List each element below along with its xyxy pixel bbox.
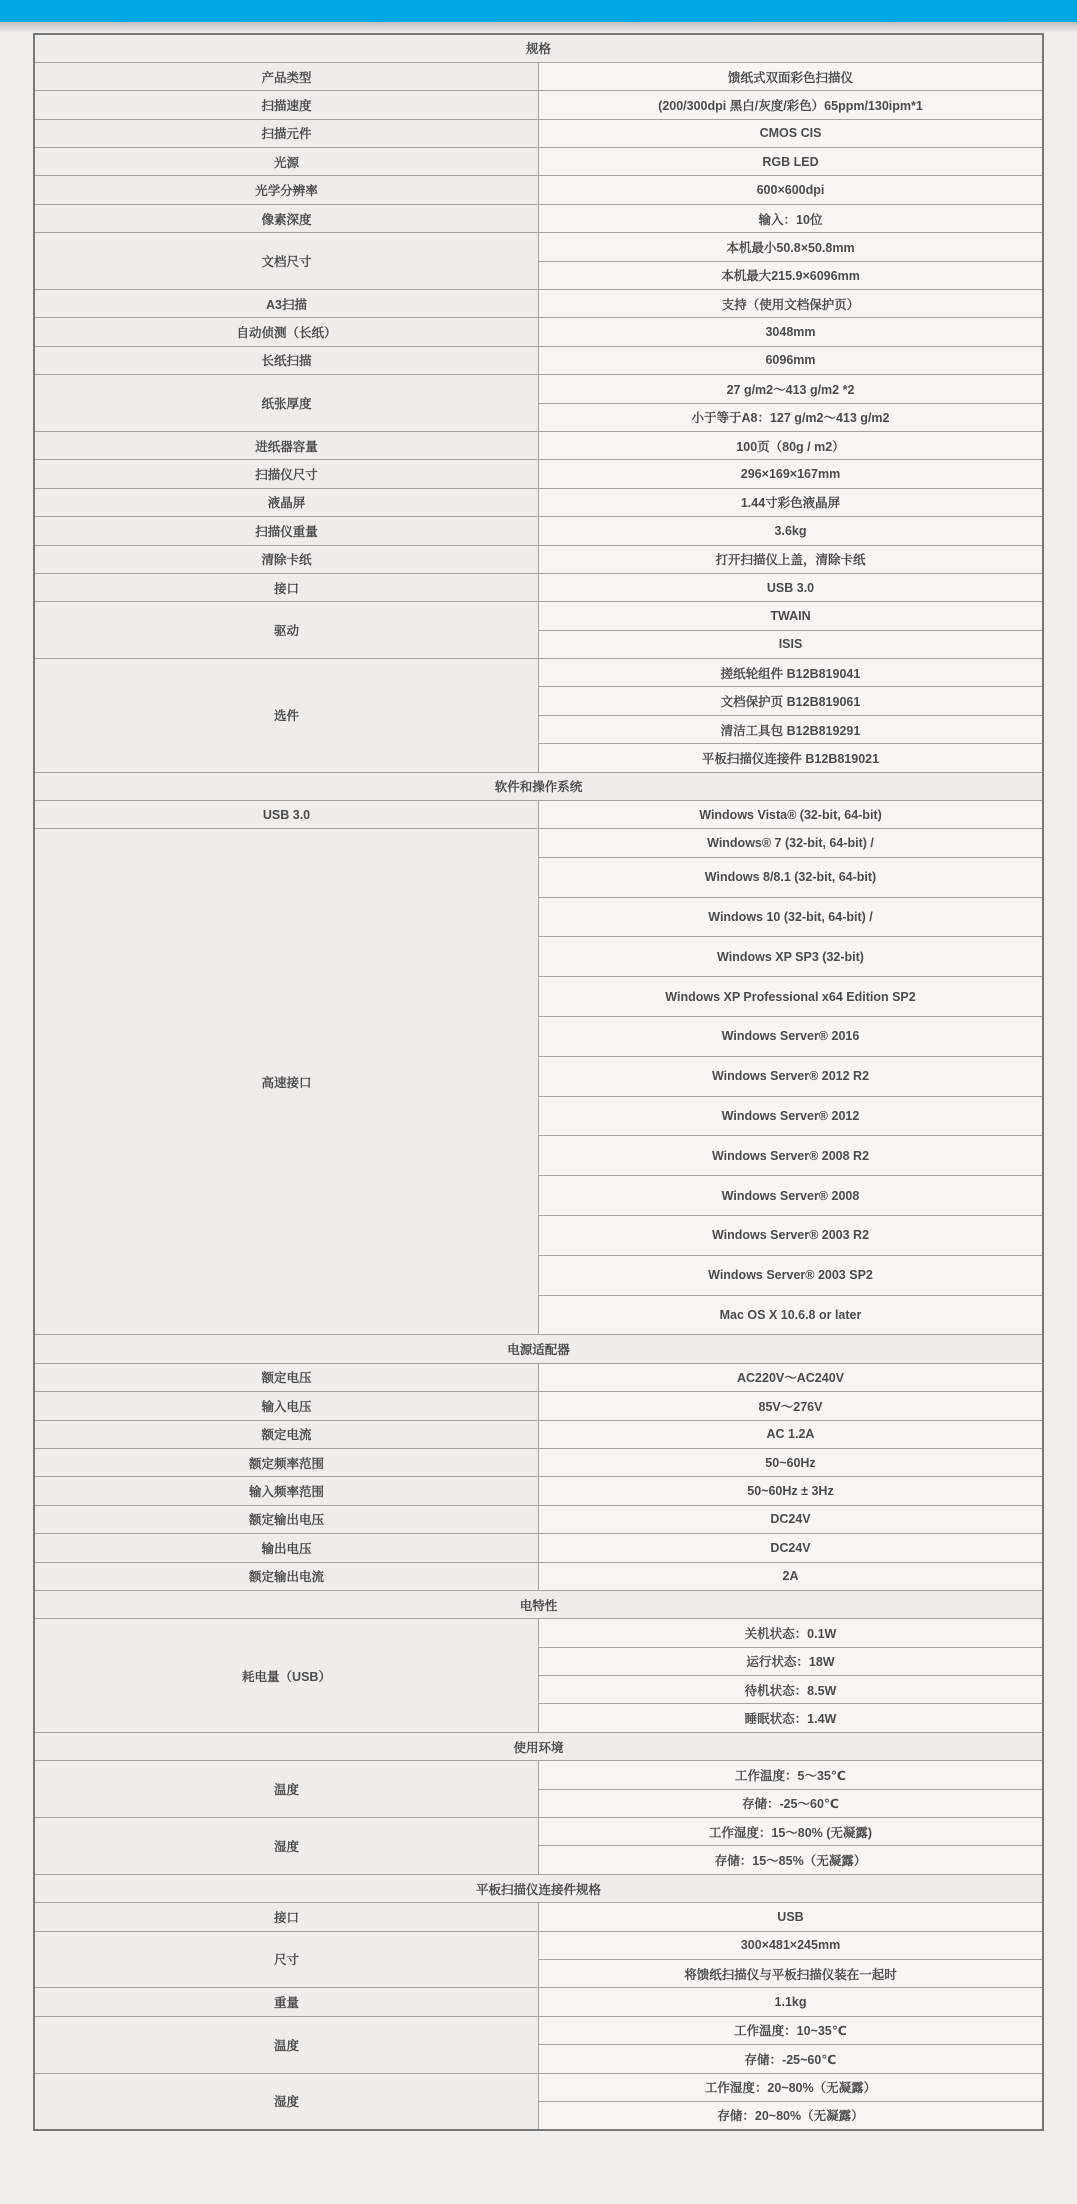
spec-label: 额定电压 xyxy=(34,1363,539,1391)
spec-value: 输入：10位 xyxy=(539,204,1044,232)
spec-value: 关机状态：0.1W xyxy=(539,1619,1044,1647)
spec-value: 1.44寸彩色液晶屏 xyxy=(539,488,1044,516)
spec-row xyxy=(34,1477,1043,1505)
spec-row xyxy=(34,2016,1043,2044)
section-title: 使用环境 xyxy=(34,1732,1043,1760)
spec-section-row xyxy=(34,1335,1043,1363)
spec-table xyxy=(33,33,1044,2131)
banner-shadow xyxy=(0,22,1077,33)
spec-value: ISIS xyxy=(539,630,1044,658)
spec-row xyxy=(34,1534,1043,1562)
spec-label: 光学分辨率 xyxy=(34,176,539,204)
spec-row xyxy=(34,545,1043,573)
spec-row xyxy=(34,1903,1043,1931)
spec-value: 6096mm xyxy=(539,346,1044,374)
spec-value: Windows Server® 2003 SP2 xyxy=(539,1255,1044,1295)
spec-value: Windows XP Professional x64 Edition SP2 xyxy=(539,977,1044,1017)
spec-value: 馈纸式双面彩色扫描仪 xyxy=(539,62,1044,90)
spec-row xyxy=(34,1363,1043,1391)
spec-label: 文档尺寸 xyxy=(34,233,539,290)
spec-label: 温度 xyxy=(34,2016,539,2073)
spec-value: Windows XP SP3 (32-bit) xyxy=(539,937,1044,977)
spec-label: USB 3.0 xyxy=(34,801,539,829)
spec-value: 1.1kg xyxy=(539,1988,1044,2016)
spec-row xyxy=(34,1562,1043,1590)
spec-section-row xyxy=(34,1732,1043,1760)
spec-value: 3048mm xyxy=(539,318,1044,346)
spec-row xyxy=(34,1392,1043,1420)
spec-label: 扫描仪重量 xyxy=(34,517,539,545)
spec-label: 扫描仪尺寸 xyxy=(34,460,539,488)
spec-value: 存储：15～85%（无凝露） xyxy=(539,1846,1044,1874)
spec-label: 扫描速度 xyxy=(34,91,539,119)
spec-value: 27 g/m2～413 g/m2 *2 xyxy=(539,375,1044,403)
spec-row xyxy=(34,602,1043,630)
spec-label: 光源 xyxy=(34,148,539,176)
spec-row xyxy=(34,290,1043,318)
spec-label: 选件 xyxy=(34,659,539,773)
spec-row xyxy=(34,488,1043,516)
spec-value: 本机最大215.9×6096mm xyxy=(539,261,1044,289)
spec-row xyxy=(34,346,1043,374)
spec-value: AC220V～AC240V xyxy=(539,1363,1044,1391)
spec-value: 睡眠状态：1.4W xyxy=(539,1704,1044,1732)
spec-row xyxy=(34,375,1043,403)
spec-row xyxy=(34,318,1043,346)
spec-row xyxy=(34,1448,1043,1476)
spec-value: 600×600dpi xyxy=(539,176,1044,204)
spec-label: 额定输出电压 xyxy=(34,1505,539,1533)
spec-value: Windows Server® 2012 xyxy=(539,1096,1044,1136)
spec-row xyxy=(34,1988,1043,2016)
section-title: 电特性 xyxy=(34,1590,1043,1618)
spec-value: Windows 10 (32-bit, 64-bit) / xyxy=(539,897,1044,937)
spec-row xyxy=(34,2073,1043,2101)
spec-label: 纸张厚度 xyxy=(34,375,539,432)
spec-value: 存储：-25~60℃ xyxy=(539,2045,1044,2073)
spec-value: Windows 8/8.1 (32-bit, 64-bit) xyxy=(539,857,1044,897)
spec-label: 耗电量（USB） xyxy=(34,1619,539,1733)
spec-value: 工作湿度：15～80% (无凝露) xyxy=(539,1818,1044,1846)
top-banner xyxy=(0,0,1077,22)
spec-row xyxy=(34,829,1043,857)
spec-table-body xyxy=(34,34,1043,2130)
spec-value: TWAIN xyxy=(539,602,1044,630)
spec-label: 额定电流 xyxy=(34,1420,539,1448)
spec-value: Windows Vista® (32-bit, 64-bit) xyxy=(539,801,1044,829)
spec-value: Windows Server® 2008 xyxy=(539,1176,1044,1216)
spec-label: 高速接口 xyxy=(34,829,539,1335)
spec-label: 接口 xyxy=(34,1903,539,1931)
spec-label: 产品类型 xyxy=(34,62,539,90)
spec-row xyxy=(34,176,1043,204)
spec-row xyxy=(34,1420,1043,1448)
spec-value: 工作湿度：20~80%（无凝露） xyxy=(539,2073,1044,2101)
spec-value: 300×481×245mm xyxy=(539,1931,1044,1959)
spec-label: 长纸扫描 xyxy=(34,346,539,374)
spec-row xyxy=(34,659,1043,687)
spec-row xyxy=(34,1761,1043,1789)
spec-section-row xyxy=(34,34,1043,62)
spec-label: 清除卡纸 xyxy=(34,545,539,573)
spec-row xyxy=(34,62,1043,90)
spec-value: 清洁工具包 B12B819291 xyxy=(539,715,1044,743)
spec-value: 2A xyxy=(539,1562,1044,1590)
spec-row xyxy=(34,233,1043,261)
spec-section-row xyxy=(34,772,1043,800)
spec-value: 搓纸轮组件 B12B819041 xyxy=(539,659,1044,687)
spec-label: A3扫描 xyxy=(34,290,539,318)
spec-value: 85V～276V xyxy=(539,1392,1044,1420)
spec-label: 输出电压 xyxy=(34,1534,539,1562)
spec-value: USB xyxy=(539,1903,1044,1931)
spec-row xyxy=(34,1818,1043,1846)
spec-label: 湿度 xyxy=(34,2073,539,2130)
spec-row xyxy=(34,148,1043,176)
spec-value: AC 1.2A xyxy=(539,1420,1044,1448)
spec-value: 50~60Hz ± 3Hz xyxy=(539,1477,1044,1505)
spec-row xyxy=(34,204,1043,232)
spec-row xyxy=(34,573,1043,601)
section-title: 软件和操作系统 xyxy=(34,772,1043,800)
spec-value: Windows® 7 (32-bit, 64-bit) / xyxy=(539,829,1044,857)
section-title: 规格 xyxy=(34,34,1043,62)
spec-label: 输入电压 xyxy=(34,1392,539,1420)
spec-value: 文档保护页 B12B819061 xyxy=(539,687,1044,715)
spec-value: Windows Server® 2012 R2 xyxy=(539,1056,1044,1096)
spec-value: 100页（80g / m2） xyxy=(539,431,1044,459)
spec-value: DC24V xyxy=(539,1534,1044,1562)
spec-value: 小于等于A8：127 g/m2～413 g/m2 xyxy=(539,403,1044,431)
spec-value: Windows Server® 2008 R2 xyxy=(539,1136,1044,1176)
spec-value: 296×169×167mm xyxy=(539,460,1044,488)
spec-row xyxy=(34,460,1043,488)
spec-value: (200/300dpi 黑白/灰度/彩色）65ppm/130ipm*1 xyxy=(539,91,1044,119)
spec-section-row xyxy=(34,1874,1043,1902)
spec-label: 温度 xyxy=(34,1761,539,1818)
spec-value: 3.6kg xyxy=(539,517,1044,545)
spec-label: 重量 xyxy=(34,1988,539,2016)
spec-value: 50~60Hz xyxy=(539,1448,1044,1476)
spec-label: 驱动 xyxy=(34,602,539,659)
spec-value: RGB LED xyxy=(539,148,1044,176)
spec-row xyxy=(34,119,1043,147)
spec-value: 打开扫描仪上盖，清除卡纸 xyxy=(539,545,1044,573)
spec-value: 工作温度：5～35℃ xyxy=(539,1761,1044,1789)
spec-row xyxy=(34,517,1043,545)
spec-label: 尺寸 xyxy=(34,1931,539,1988)
spec-value: Windows Server® 2003 R2 xyxy=(539,1216,1044,1256)
spec-value: 支持（使用文档保护页） xyxy=(539,290,1044,318)
spec-value: 存储：-25～60℃ xyxy=(539,1789,1044,1817)
spec-label: 进纸器容量 xyxy=(34,431,539,459)
spec-value: Windows Server® 2016 xyxy=(539,1017,1044,1057)
spec-label: 输入频率范围 xyxy=(34,1477,539,1505)
spec-row xyxy=(34,91,1043,119)
section-title: 电源适配器 xyxy=(34,1335,1043,1363)
spec-label: 像素深度 xyxy=(34,204,539,232)
spec-value: 将馈纸扫描仪与平板扫描仪装在一起时 xyxy=(539,1959,1044,1987)
spec-row xyxy=(34,431,1043,459)
spec-row xyxy=(34,1505,1043,1533)
spec-section-row xyxy=(34,1590,1043,1618)
spec-label: 额定输出电流 xyxy=(34,1562,539,1590)
spec-row xyxy=(34,1619,1043,1647)
spec-label: 扫描元件 xyxy=(34,119,539,147)
spec-label: 接口 xyxy=(34,573,539,601)
spec-value: USB 3.0 xyxy=(539,573,1044,601)
spec-value: 平板扫描仪连接件 B12B819021 xyxy=(539,744,1044,772)
spec-label: 液晶屏 xyxy=(34,488,539,516)
spec-label: 湿度 xyxy=(34,1818,539,1875)
spec-value: 运行状态：18W xyxy=(539,1647,1044,1675)
spec-row xyxy=(34,801,1043,829)
spec-row xyxy=(34,1931,1043,1959)
spec-value: DC24V xyxy=(539,1505,1044,1533)
spec-label: 额定频率范围 xyxy=(34,1448,539,1476)
spec-value: 工作温度：10~35℃ xyxy=(539,2016,1044,2044)
spec-value: 存储：20~80%（无凝露） xyxy=(539,2101,1044,2129)
spec-value: CMOS CIS xyxy=(539,119,1044,147)
section-title: 平板扫描仪连接件规格 xyxy=(34,1874,1043,1902)
spec-value: 本机最小50.8×50.8mm xyxy=(539,233,1044,261)
spec-label: 自动侦测（长纸） xyxy=(34,318,539,346)
spec-value: 待机状态：8.5W xyxy=(539,1676,1044,1704)
spec-value: Mac OS X 10.6.8 or later xyxy=(539,1295,1044,1335)
